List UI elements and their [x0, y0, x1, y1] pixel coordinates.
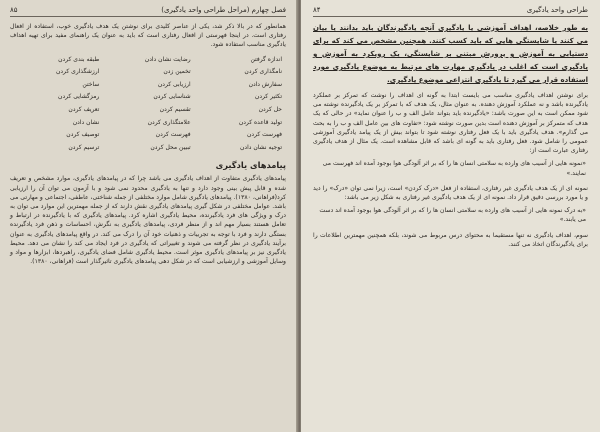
verb-item: علامتگذاری کردن	[147, 118, 191, 126]
left-page	[0, 0, 298, 432]
verb-item: نامگذاری کردن	[244, 68, 282, 76]
verb-item: ترسیم کردن	[68, 143, 100, 151]
verb-item: فهرست کردن	[155, 131, 191, 139]
non-behavioral-paragraph: نمونه ای از یک هدف یادگیری غیر رفتاری، استفاده از فعل «درک کردن» است، زیرا نمی توان «درک» را دید و یا مورد بررسی دقیق قرار داد. نمونه ای از یک هدف یادگیری غیر رفتاری به شکل زیر می باشد:	[313, 184, 588, 202]
verb-item: ارزیابی کردن	[157, 80, 191, 88]
verb-item: رمزگشایی کردن	[58, 93, 100, 101]
verb-item: توصیف کردن	[66, 131, 100, 139]
verb-item: ارزشگذاری کردن	[55, 68, 100, 76]
verb-item: تکثیر کردن	[254, 93, 282, 101]
verb-item: طبقه بندی کردن	[58, 55, 100, 63]
verb-item: شناسایی کردن	[153, 93, 191, 101]
verb-item: فهرست کردن	[246, 131, 282, 139]
behavioral-example-quote: «نمونه هایی از آسیب های وارده به سلامتی انسان ها را که بر اثر آلودگی هوا بوجود آمده اند فهرست می نمایند.»	[322, 160, 586, 177]
non-behavioral-example-quote: «به درک نمونه هایی از آسیب های وارده به سلامتی انسان ها را که بر اثر آلودگی هوا بوجود آمده اند دست می یابند.»	[319, 207, 586, 224]
behavioral-verbs-list	[14, 54, 282, 155]
verb-item: تبیین محل کردن	[150, 143, 191, 151]
right-header-title: طراحی واحد یادگیری	[526, 6, 588, 14]
verb-item: نشان دادن	[72, 118, 100, 126]
verb-item: حل کردن	[258, 105, 282, 113]
section-heading: پیامدهای یادگیری	[215, 160, 286, 171]
verb-item: تقسیم کردن	[159, 105, 191, 113]
section-paragraph: پیامدهای یادگیری متفاوت از اهداف یادگیری می باشد چرا که در پیامدهای یادگیری، موارد مشخص و تعریف شده و قابل پیش بینی وجود دارد و تنها به یادگیری محدود نمی شود و با آزمون می توان آن را ارزیابی کرد(فراهانی، ۱۳۸۰). پیامدهای یادگیری شامل موارد مختلفی از جمله شناختی، عاطفی، اجتماعی و مهارتی می باشد. عوامل مختلفی در شکل گیری پیامدهای یادگیری نقش دارند که از جمله مهمترین این موارد می توان به درک و ویژگی های فرد یادگیرنده، محیط یادگیری اشاره کرد. پیامدهای یادگیری که با یادگیرنده در ارتباط و تعامل هستند بسیار مهم اند و از منظر فردی، پیامدهای یادگیری به نگرش، احساسات و ذهن فرد یادگیرنده بستگی دارند و فرد با توجه به تجربیات و ذهنیات خود آن را درک می کند. در واقع پیامدهای یادگیری به عنوان برآیند یادگیری در نظر گرفته می شوند و تغییراتی که یادگیری در فرد ایجاد می کند را نشان می دهد. محیط یادگیری نیز بر پیامدهای یادگیری موثر است. محیط یادگیری شامل فضای یادگیری، راهبردها، ابزارها و مواد و وسایل آموزشی و ارزشیابی است که در شکل دهی پیامدهای یادگیری تاثیرگذار است (فراهانی، ۱۳۸۰).	[10, 175, 286, 266]
summary-highlight-paragraph: به طور خلاصه، اهداف آموزشی یا یادگیری آنچه یادگیرندگان باید بدانند یا بیان می کنند یا شایستگی هایی که باید کسب کنند. همچنین مشخص می کند که برای دستیابی به آموزش و پرورش مبتنی بر شایستگی، یک رویکرد به آموزش و یادگیری است که اغلب در یادگیری مهارت های مرتبط به موضوع یادگیری مورد استفاده قرار می گیرد تا یادگیری انتزاعی موضوع یادگیری.	[313, 24, 588, 84]
left-page-header	[10, 6, 286, 17]
left-intro-paragraph: همانطور که در بالا ذکر شد، یکی از عناصر کلیدی برای نوشتن یک هدف یادگیری خوب، استفاده از افعال رفتاری است. در اینجا فهرستی از افعال رفتاری است که باید به عنوان یک راهنمای مفید برای تهیه اهداف یادگیری مناسب استفاده شود.	[10, 23, 286, 49]
right-page	[301, 0, 600, 432]
left-page-number: ۸۵	[10, 6, 18, 14]
verb-item: توجیه نشان دادن	[240, 143, 282, 151]
verb-item: ساختن	[82, 80, 100, 88]
left-header-title: فصل چهارم (مراحل طراحی واحد یادگیری)	[161, 6, 286, 14]
right-page-header	[313, 6, 588, 17]
verb-item: اندازه گرفتن	[250, 55, 282, 63]
verb-item: رضایت نشان دادن	[144, 55, 191, 63]
objectives-paragraph: برای نوشتن اهداف یادگیری مناسب می بایست ابتدا به گونه ای اهداف را نوشت که تمرکز بر عملکرد یادگیرنده باشد و نه عملکرد آموزش دهنده. به عنوان مثال، یک هدف که با تمرکز بر یک یادگیرنده نوشته می شود ممکن است به این صورت باشد: «یادگیرنده باید بتواند عامل الف و ب را عنوان نماید» در حالی که یک هدف که متمرکز بر آموزش دهنده است بدین صورت نوشته شود: «تفاوت های بین عامل الف و ب را به بحث می گذارم». هدف یادگیری باید با یک فعل رفتاری نوشته شود تا بتواند بیش از یک پیامد یادگیری آموزشی عمومی را شامل شود. فعل رفتاری باید به گونه ای باشد که قابل مشاهده است. یک مثال از هدف یادگیری رفتاری عبارت است از:	[313, 92, 588, 155]
verb-item: تعریف کردن	[68, 105, 100, 113]
third-point-paragraph: سوم، اهداف یادگیری نه تنها مستقیما به محتوای درس مربوط می شوند، بلکه همچنین مهمترین اطلاعات را برای یادگیرندگان اتخاذ می کنند.	[313, 231, 588, 248]
verb-item: توليد قاعده كردن	[238, 118, 282, 126]
verb-item: تخمین زدن	[163, 68, 191, 76]
verb-item: سفارش دادن	[248, 80, 282, 88]
right-page-number: ۸۴	[313, 6, 321, 14]
